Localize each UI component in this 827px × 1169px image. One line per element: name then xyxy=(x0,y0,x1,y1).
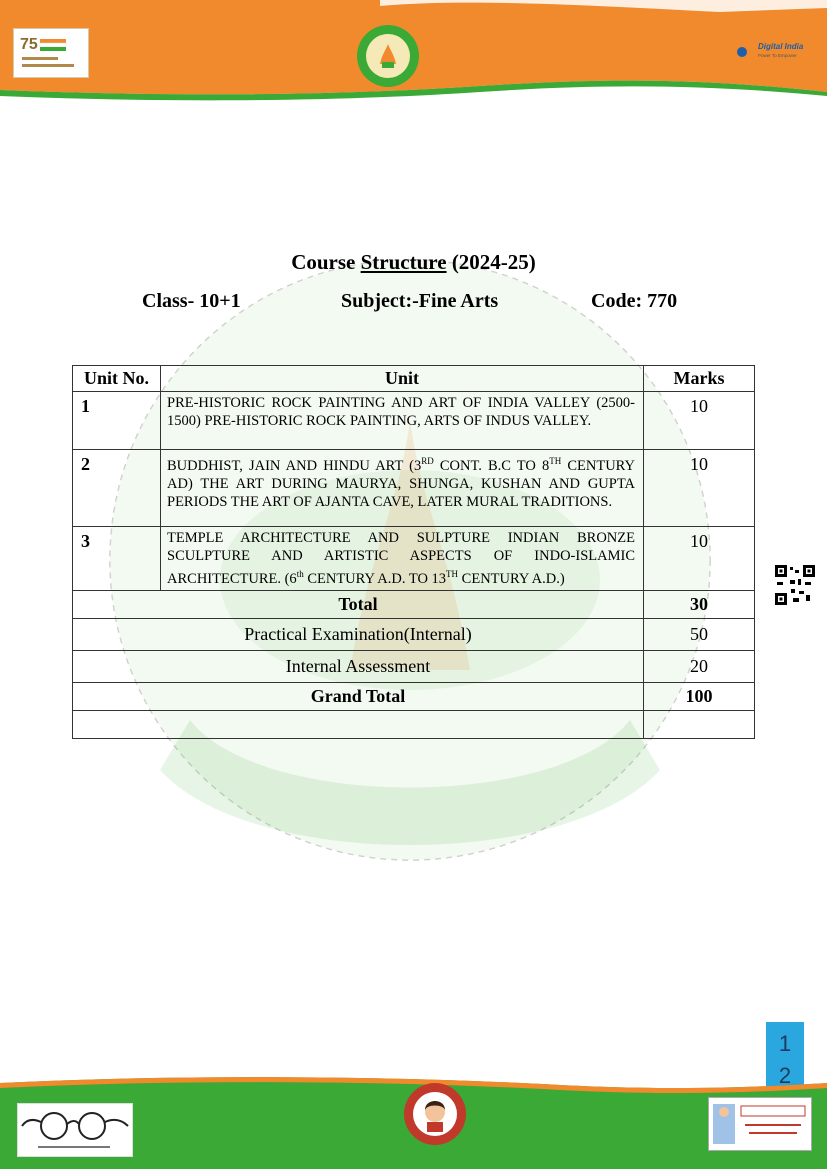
header-unit-no: Unit No. xyxy=(73,366,161,392)
code-label: Code: 770 xyxy=(591,290,678,312)
svg-text:75: 75 xyxy=(20,36,38,53)
digital-india-subtext: Power To Empower xyxy=(758,53,797,58)
unit-description: TEMPLE ARCHITECTURE AND SULPTURE INDIAN BRONZE SCULPTURE AND ARTISTIC ASPECTS OF INDO-ISLAMIC ARCHITECTURE. (6th CENTURY A.D. TO 13TH CENTURY A.D.) xyxy=(161,527,644,591)
unit-marks: 10 xyxy=(644,392,755,450)
total-value: 30 xyxy=(644,590,755,618)
unit-number: 3 xyxy=(73,527,161,591)
haryana-school-education-board-emblem xyxy=(356,24,420,88)
header-unit: Unit xyxy=(161,366,644,392)
beti-bachao-beti-padhao-logo xyxy=(403,1082,467,1146)
header-marks: Marks xyxy=(644,366,755,392)
practical-value: 50 xyxy=(644,618,755,650)
table-header-row xyxy=(73,366,755,392)
page-number-line2: 2 xyxy=(778,1063,792,1088)
empty-row xyxy=(73,710,755,738)
shiksha-ka-adhikar-logo xyxy=(708,1097,812,1151)
digital-india-text: Digital India xyxy=(758,42,804,51)
unit-marks: 10 xyxy=(644,527,755,591)
page-number-line1: 1 xyxy=(778,1031,792,1056)
unit-description: PRE-HISTORIC ROCK PAINTING AND ART OF INDIA VALLEY (2500-1500) PRE-HISTORIC ROCK PAINTING, ARTS OF INDUS VALLEY. xyxy=(161,392,644,450)
azadi-ka-amrit-mahotsav-logo xyxy=(13,28,89,78)
page-title: Course Structure (2024-25) xyxy=(291,250,536,274)
internal-label: Internal Assessment xyxy=(73,650,644,682)
total-row xyxy=(73,590,755,618)
qr-code-icon[interactable] xyxy=(775,565,815,605)
practical-row xyxy=(73,618,755,650)
grand-total-label: Grand Total xyxy=(73,682,644,710)
unit-description: BUDDHIST, JAIN AND HINDU ART (3RD CONT. B.C TO 8TH CENTURY AD) THE ART DURING MAURYA, SHUNGA, KUSHAN AND GUPTA PERIODS THE ART OF AJANTA CAVE, LATER MURAL TRADITIONS. xyxy=(161,450,644,527)
class-label: Class- 10+1 xyxy=(142,290,241,312)
table-row xyxy=(73,450,755,527)
digital-india-logo xyxy=(728,36,812,68)
internal-value: 20 xyxy=(644,650,755,682)
table-row xyxy=(73,392,755,450)
internal-row xyxy=(73,650,755,682)
course-structure-table xyxy=(72,365,755,739)
unit-marks: 10 xyxy=(644,450,755,527)
practical-label: Practical Examination(Internal) xyxy=(73,618,644,650)
grand-total-value: 100 xyxy=(644,682,755,710)
subject-label: Subject:-Fine Arts xyxy=(341,290,499,312)
swachh-bharat-logo xyxy=(17,1103,133,1157)
total-label: Total xyxy=(73,590,644,618)
grand-total-row xyxy=(73,682,755,710)
table-row xyxy=(73,527,755,591)
empty-cell xyxy=(73,710,644,738)
unit-number: 1 xyxy=(73,392,161,450)
unit-number: 2 xyxy=(73,450,161,527)
empty-cell xyxy=(644,710,755,738)
